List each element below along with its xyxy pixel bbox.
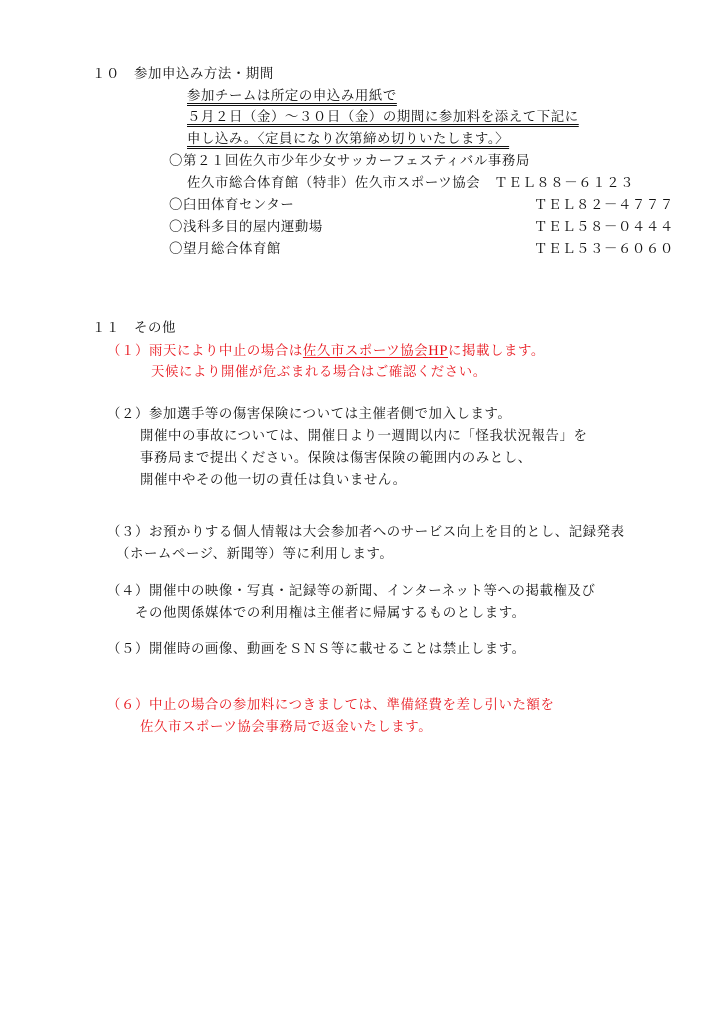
item-1-prefix: （１）雨天により中止の場合は [107,344,303,359]
application-line-1: 参加チームは所定の申込み用紙で [187,89,397,104]
section-11-heading: １１ その他 [92,321,176,336]
item-4-line-2: その他関係媒体での利用権は主催者に帰属するものとします。 [135,606,526,621]
item-6-line-2: 佐久市スポーツ協会事務局で返金いたします。 [140,720,433,735]
item-2-line-2: 開催中の事故については、開催日より一週間以内に「怪我状況報告」を [140,429,588,444]
office-line-2: 佐久市総合体育館（特非）佐久市スポーツ協会 ＴＥＬ８８－６１２３ [187,176,635,191]
item-5-line: （５）開催時の画像、動画をＳＮＳ等に載せることは禁止します。 [107,642,526,657]
section-10-heading: １０ 参加申込み方法・期間 [92,67,274,82]
application-line-3: 申し込み。〈定員になり次第締め切りいたします。〉 [187,132,510,147]
office-line-1: 〇第２１回佐久市少年少女サッカーフェスティバル事務局 [169,154,530,169]
item-4-line-1: （４）開催中の映像・写真・記録等の新聞、インターネット等への掲載権及び [107,584,596,599]
item-2-line-3: 事務局まで提出ください。保険は傷害保険の範囲内のみとし、 [140,451,532,466]
venue-row [169,241,689,259]
venue-name: 〇浅科多目的屋内運動場 [169,220,323,235]
application-line-2: ５月２日（金）～３０日（金）の期間に参加料を添えて下記に [187,110,579,125]
link-text: 佐久市スポーツ協会 [302,344,429,359]
item-1-line-1 [107,342,545,361]
item-1-suffix: に掲載します。 [448,344,545,359]
link-hp-text: HP [428,343,449,359]
item-2-line-4: 開催中やその他一切の責任は負いません。 [140,473,407,488]
item-1-line-2: 天候により開催が危ぶまれる場合はご確認ください。 [151,365,487,380]
item-2-line-1: （２）参加選手等の傷害保険については主催者側で加入します。 [107,407,512,422]
venue-row [169,219,689,237]
item-3-line-1: （３）お預かりする個人情報は大会参加者へのサービス向上を目的とし、記録発表 [107,525,625,540]
item-6-line-1: （６）中止の場合の参加料につきましては、準備経費を差し引いた額を [107,698,555,713]
venue-name: 〇望月総合体育館 [169,242,281,257]
venue-tel: ＴＥＬ８２－４７７７ [534,198,674,213]
venue-row [169,197,689,215]
venue-name: 〇臼田体育センター [169,198,295,213]
venue-tel: ＴＥＬ５３－６０６０ [534,242,674,257]
venue-tel: ＴＥＬ５８－０４４４ [534,220,674,235]
item-3-line-2: （ホームページ、新聞等）等に利用します。 [116,547,394,562]
sports-association-hp-link[interactable] [303,344,448,359]
